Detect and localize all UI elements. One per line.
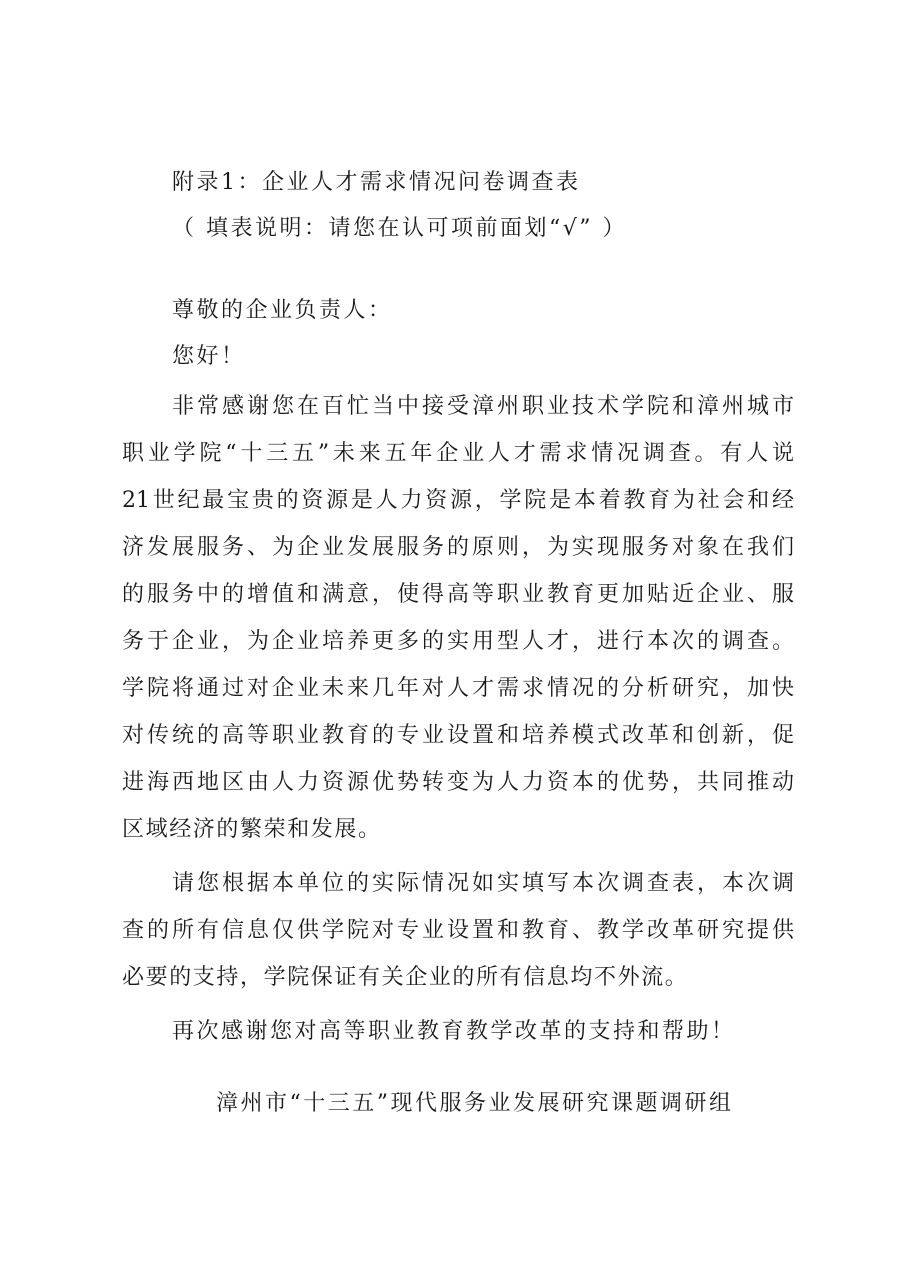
paragraph1-line: 区域经济的繁荣和发展。 (122, 817, 382, 842)
paragraph1-line: 济发展服务、为企业发展服务的原则，为实现服务对象在我们 (122, 535, 794, 560)
paragraph1-line: 的服务中的增值和满意，使得高等职业教育更加贴近企业、服 (122, 582, 794, 607)
signature: 漳州市“十三五”现代服务业发展研究课题调研组 (216, 1091, 734, 1116)
paragraph1-line: 学院将通过对企业未来几年对人才需求情况的分析研究，加快 (122, 676, 794, 701)
greeting: 您好！ (172, 344, 246, 369)
paragraph1-line: 非常感谢您在百忙当中接受漳州职业技术学院和漳州城市 (172, 394, 794, 419)
paragraph1-line: 对传统的高等职业教育的专业设置和培养模式改革和创新，促 (122, 723, 794, 748)
paragraph2-line: 查的所有信息仅供学院对专业设置和教育、教学改革研究提供 (122, 918, 794, 943)
paragraph1-line: 21世纪最宝贵的资源是人力资源，学院是本着教育为社会和经 (122, 488, 794, 513)
fill-instruction: （ 填表说明：请您在认可项前面划“√” ） (172, 216, 628, 241)
closing-thanks: 再次感谢您对高等职业教育教学改革的支持和帮助！ (172, 1019, 736, 1044)
paragraph2-line: 必要的支持，学院保证有关企业的所有信息均不外流。 (122, 965, 689, 990)
paragraph2-line: 请您根据本单位的实际情况如实填写本次调查表，本次调 (172, 871, 794, 896)
document-title: 附录1：企业人才需求情况问卷调查表 (172, 170, 581, 195)
paragraph1-line: 务于企业，为企业培养更多的实用型人才，进行本次的调查。 (122, 629, 794, 654)
salutation: 尊敬的企业负责人： (172, 298, 393, 323)
paragraph1-line: 职业学院“十三五”未来五年企业人才需求情况调查。有人说 (122, 441, 794, 466)
paragraph1-line: 进海西地区由人力资源优势转变为人力资本的优势，共同推动 (122, 770, 794, 795)
